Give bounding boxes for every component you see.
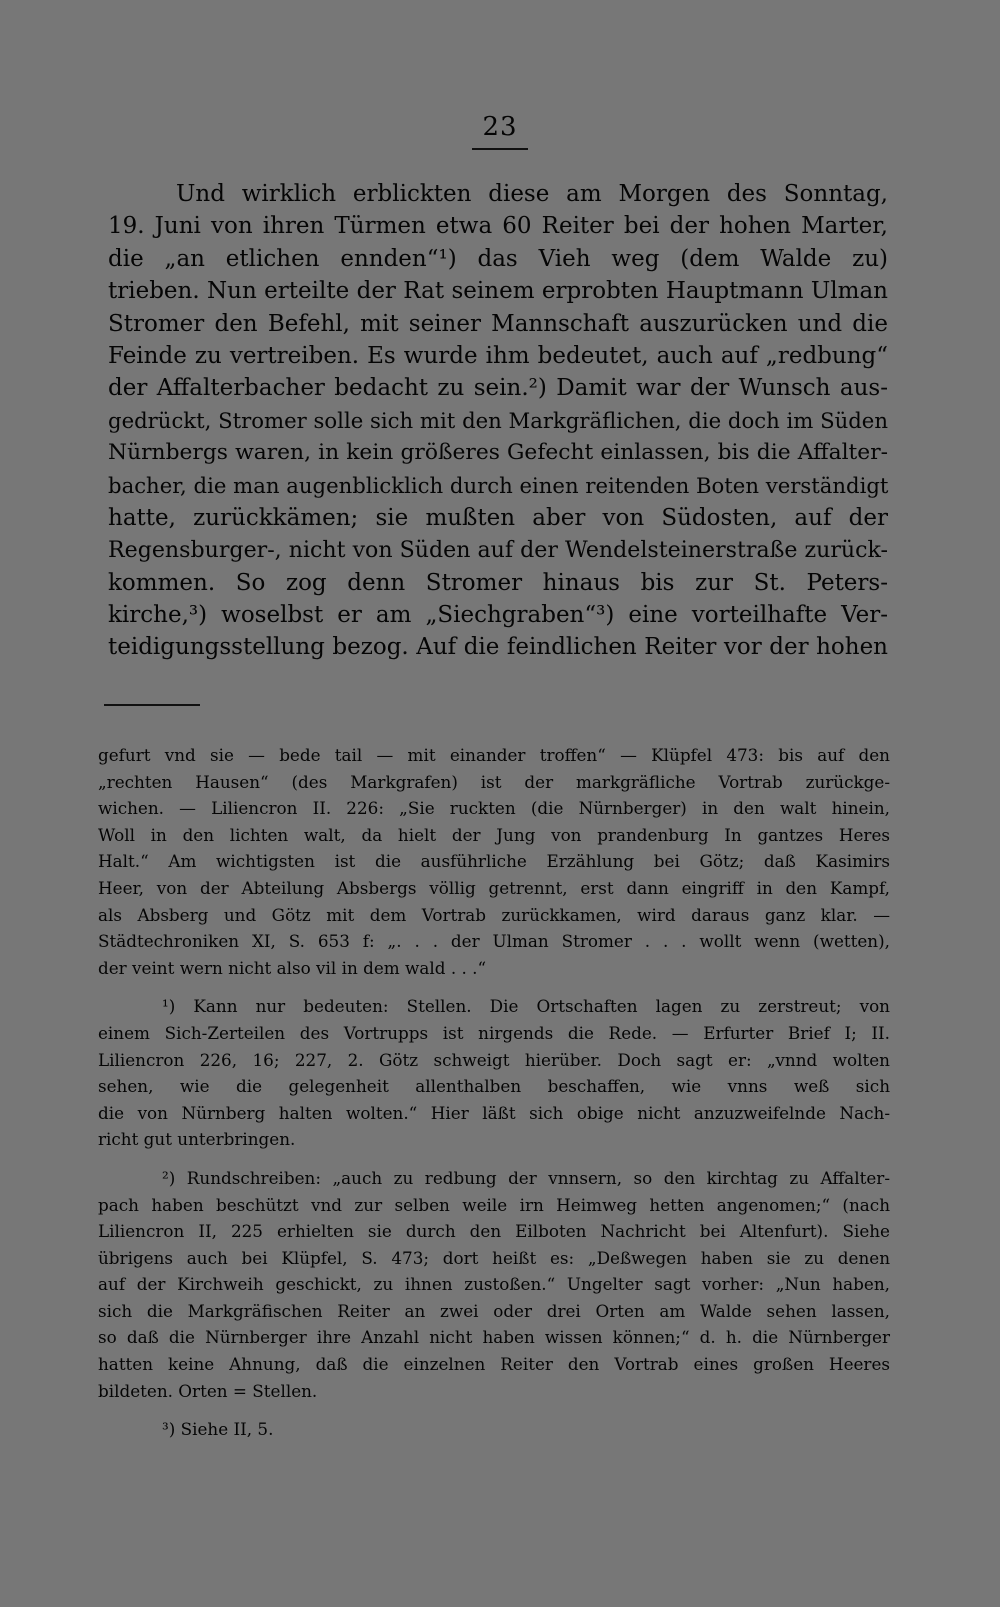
footnote-line: pach haben beschützt vnd zur selben weile irn Heimweg hetten angenomen;“ (nach bbox=[98, 1194, 890, 1215]
footnote-line: gefurt vnd sie — bede tail — mit einander troffen“ — Klüpfel 473: bis auf den bbox=[98, 745, 890, 765]
footnote-line: übrigens auch bei Klüpfel, S. 473; dort heißt es: „Deßwegen haben sie zu denen bbox=[98, 1247, 890, 1268]
footnote bbox=[98, 1416, 890, 1443]
footnote-gap bbox=[98, 1153, 890, 1165]
footnote-gap bbox=[98, 1404, 890, 1416]
footnote-line: sich die Markgräfischen Reiter an zwei oder drei Orten am Walde sehen lassen, bbox=[98, 1300, 890, 1321]
body-text-line: kommen. So zog denn Stromer hinaus bis zur St. Peters- bbox=[108, 569, 888, 596]
body-text-line: bacher, die man augenblicklich durch einen reitenden Boten verständigt bbox=[108, 472, 889, 498]
body-text-line: kirche,³) woselbst er am „Siechgraben“³) eine vorteilhafte Ver- bbox=[108, 602, 888, 629]
body-text-line: Nürnbergs waren, in kein größeres Gefecht einlassen, bis die Affalter- bbox=[108, 440, 888, 466]
body-text-line: Stromer den Befehl, mit seiner Mannschaft auszurücken und die bbox=[108, 310, 888, 337]
footnote-line: der veint wern nicht also vil in dem wald . . .“ bbox=[98, 957, 487, 978]
footnote-line: bildeten. Orten = Stellen. bbox=[98, 1380, 318, 1401]
footnote-line: als Absberg und Götz mit dem Vortrab zurückkamen, wird daraus ganz klar. — bbox=[98, 904, 890, 925]
footnotes bbox=[98, 742, 890, 1443]
footnote-gap bbox=[98, 981, 890, 993]
footnote-line: ¹) Kann nur bedeuten: Stellen. Die Ortschaften lagen zu zerstreut; von bbox=[162, 996, 890, 1017]
page-number: 23 bbox=[482, 112, 518, 142]
body-text-line: Regensburger-, nicht von Süden auf der Wendelsteinerstraße zurück- bbox=[108, 537, 888, 564]
body-text-line: die „an etlichen ennden“¹) das Vieh weg (dem Walde zu) bbox=[108, 245, 888, 272]
footnote-line: Liliencron 226, 16; 227, 2. Götz schweigt hierüber. Doch sagt er: „vnnd wolten bbox=[98, 1049, 890, 1070]
footnote-line: Halt.“ Am wichtigsten ist die ausführliche Erzählung bei Götz; daß Kasimirs bbox=[98, 851, 890, 872]
footnote-line: wichen. — Liliencron II. 226: „Sie ruckten (die Nürnberger) in den walt hinein, bbox=[98, 798, 890, 819]
footnote-line: ³) Siehe II, 5. bbox=[162, 1419, 274, 1440]
body-text-line: der Affalterbacher bedacht zu sein.²) Damit war der Wunsch aus- bbox=[108, 375, 888, 402]
footnote-line: die von Nürnberg halten wolten.“ Hier läßt sich obige nicht anzuzweifelnde Nach- bbox=[98, 1102, 890, 1123]
body-text-line: gedrückt, Stromer solle sich mit den Markgräflichen, die doch im Süden bbox=[108, 407, 888, 433]
footnote-separator bbox=[104, 704, 200, 706]
footnote-line: hatten keine Ahnung, daß die einzelnen Reiter den Vortrab eines großen Heeres bbox=[98, 1354, 890, 1375]
body-text-line: hatte, zurückkämen; sie mußten aber von Südosten, auf der bbox=[108, 504, 888, 531]
footnote-line: ²) Rundschreiben: „auch zu redbung der vnnsern, so den kirchtag zu Affalter- bbox=[162, 1167, 890, 1188]
footnote-line: „rechten Hausen“ (des Markgrafen) ist der markgräfliche Vortrab zurückge- bbox=[98, 771, 890, 792]
footnote-line: auf der Kirchweih geschickt, zu ihnen zustoßen.“ Ungelter sagt vorher: „Nun haben, bbox=[98, 1274, 890, 1295]
footnote bbox=[98, 1165, 890, 1404]
footnote-line: Liliencron II, 225 erhielten sie durch den Eilboten Nachricht bei Altenfurt). Siehe bbox=[98, 1221, 890, 1242]
body-text-line: trieben. Nun erteilte der Rat seinem erprobten Hauptmann Ulman bbox=[108, 278, 888, 305]
footnote bbox=[98, 993, 890, 1153]
body-text-line: Feinde zu vertreiben. Es wurde ihm bedeutet, auch auf „redbung“ bbox=[108, 342, 888, 369]
footnote bbox=[98, 742, 890, 981]
footnote-line: richt gut unterbringen. bbox=[98, 1129, 296, 1150]
body-text-line: teidigungsstellung bezog. Auf die feindlichen Reiter vor der hohen bbox=[108, 634, 888, 661]
footnote-line: sehen, wie die gelegenheit allenthalben beschaffen, wie vnns weß sich bbox=[98, 1076, 890, 1097]
footnote-line: so daß die Nürnberger ihre Anzahl nicht haben wissen können;“ d. h. die Nürnberger bbox=[98, 1327, 890, 1348]
footnote-line: einem Sich-Zerteilen des Vortrupps ist nirgends die Rede. — Erfurter Brief I; II. bbox=[98, 1022, 890, 1043]
body-text-line: Und wirklich erblickten diese am Morgen des Sonntag, bbox=[176, 181, 888, 207]
footnote-line: Städtechroniken XI, S. 653 f: „. . . der Ulman Stromer . . . wollt wenn (wetten), bbox=[98, 931, 890, 952]
body-text-line: 19. Juni von ihren Türmen etwa 60 Reiter bei der hohen Marter, bbox=[108, 213, 888, 240]
page-number-underline bbox=[472, 148, 528, 150]
footnote-line: Heer, von der Abteilung Absbergs völlig getrennt, erst dann eingriff in den Kampf, bbox=[98, 877, 890, 898]
main-text bbox=[108, 178, 888, 664]
footnote-line: Woll in den lichten walt, da hielt der Jung von prandenburg In gantzes Heres bbox=[98, 824, 890, 845]
